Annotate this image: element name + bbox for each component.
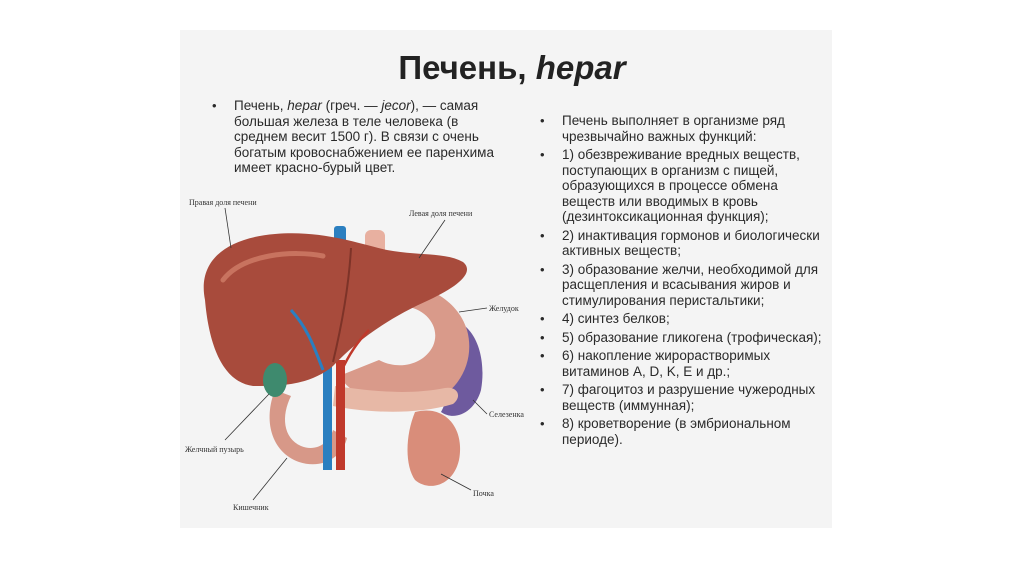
left-bullet-item <box>208 98 508 176</box>
functions-list-item: • 6) накопление жирорастворимых витаминов A, D, K, E и др.; <box>536 348 826 379</box>
functions-list-item: • 2) инактивация гормонов и биологически активных веществ; <box>536 228 826 259</box>
functions-list-item: • 7) фагоцитоз и разрушение чужеродных веществ (иммунная); <box>536 382 826 413</box>
left-bullet-list <box>208 98 508 179</box>
left-text-mid: (греч. — <box>321 98 382 113</box>
left-text-jecor: jecor <box>381 98 411 113</box>
leader-spleen <box>473 400 487 414</box>
leader-right-lobe <box>225 208 231 248</box>
label-stomach: Желудок <box>489 304 519 313</box>
label-spleen: Селезенка <box>489 410 524 419</box>
left-text-before: Печень, <box>234 98 288 113</box>
left-text-after: ), — самая большая железа в теле человека (в среднем весит 1500 г). В связи с очень богатым кровоснабжением ее паренхима имеет красно-бурый цвет. <box>234 98 494 175</box>
liver-anatomy-diagram <box>183 190 528 520</box>
leader-stomach <box>459 308 487 312</box>
label-kidney: Почка <box>473 489 494 498</box>
functions-list <box>536 113 826 450</box>
left-text-hepar: hepar <box>287 98 322 113</box>
functions-list-item: • 3) образование желчи, необходимой для расщепления и всасывания жиров и стимулирования перистальтики; <box>536 262 826 309</box>
functions-list-item: • 4) синтез белков; <box>536 311 826 327</box>
label-gallbladder: Желчный пузырь <box>185 445 244 454</box>
liver-anatomy-svg <box>183 190 528 520</box>
vena-cava-shape <box>323 360 332 470</box>
leader-gallbladder <box>225 394 269 440</box>
leader-left-lobe <box>419 220 445 258</box>
title-text: Печень, <box>398 49 536 86</box>
label-right-lobe: Правая доля печени <box>189 198 257 207</box>
gallbladder-shape <box>263 363 287 397</box>
functions-list-item: • 5) образование гликогена (трофическая); <box>536 330 826 346</box>
label-left-lobe: Левая доля печени <box>409 209 473 218</box>
functions-list-item: • 1) обезвреживание вредных веществ, поступающих в организм с пищей, образующихся в процессе обмена веществ или вводимых в кровь (дезинтоксикационная функция); <box>536 147 826 225</box>
aorta-shape <box>336 360 345 470</box>
functions-list-item: • Печень выполняет в организме ряд чрезвычайно важных функций: <box>536 113 826 144</box>
slide-title <box>0 48 1024 88</box>
leader-kidney <box>441 474 471 490</box>
title-latin: hepar <box>535 49 626 86</box>
kidney-shape <box>408 410 461 485</box>
leader-intestine <box>253 458 287 500</box>
label-intestine: Кишечник <box>233 503 269 512</box>
functions-list-item: • 8) кроветворение (в эмбриональном периоде). <box>536 416 826 447</box>
